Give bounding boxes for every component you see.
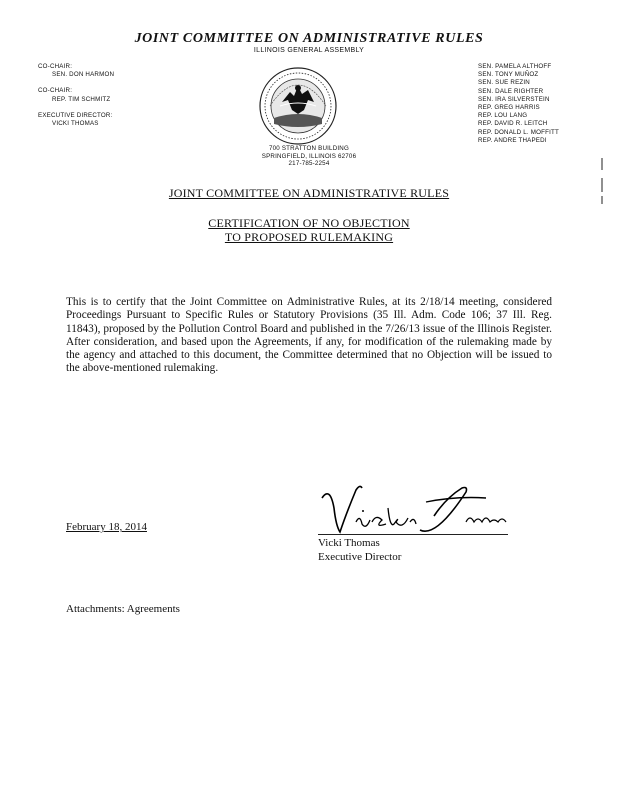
certification-date: February 18, 2014: [66, 521, 147, 533]
address-line: 217-785-2254: [288, 160, 330, 168]
officer-name: VICKI THOMAS: [52, 120, 99, 128]
certification-title-line2: TO PROPOSED RULEMAKING: [224, 230, 394, 244]
signer-title: Executive Director: [318, 551, 402, 563]
address-line: SPRINGFIELD, ILLINOIS 62706: [261, 152, 357, 160]
document-heading: JOINT COMMITTEE ON ADMINISTRATIVE RULES: [168, 186, 450, 200]
member-name: SEN. SUE REZIN: [478, 79, 530, 87]
officer-role: EXECUTIVE DIRECTOR:: [38, 111, 113, 119]
address-line: 700 STRATTON BUILDING: [269, 145, 349, 152]
officer-name: SEN. DON HARMON: [52, 71, 115, 79]
member-name: REP. DAVID R. LEITCH: [478, 120, 548, 128]
officer-name: REP. TIM SCHMITZ: [52, 95, 111, 103]
member-name: SEN. IRA SILVERSTEIN: [478, 95, 550, 103]
member-name: SEN. DALE RIGHTER: [478, 87, 544, 95]
illinois-state-seal-icon: [258, 66, 338, 146]
letterhead-officers: [38, 63, 114, 128]
letterhead-title: JOINT COMMITTEE ON ADMINISTRATIVE RULES: [134, 31, 484, 46]
letterhead-address: [0, 145, 618, 168]
member-name: REP. GREG HARRIS: [478, 104, 540, 112]
signer-name: Vicki Thomas: [318, 537, 380, 549]
certification-title-line1: CERTIFICATION OF NO OBJECTION: [208, 216, 410, 230]
member-name: REP. ANDRE THAPEDI: [478, 136, 547, 144]
committee-members: [478, 63, 559, 145]
member-name: SEN. PAMELA ALTHOFF: [478, 63, 552, 70]
signer-block: [318, 536, 401, 564]
letterhead-subtitle: ILLINOIS GENERAL ASSEMBLY: [253, 47, 365, 54]
member-name: REP. DONALD L. MOFFITT: [478, 128, 559, 136]
handwritten-signature: [316, 478, 516, 540]
member-name: SEN. TONY MUÑOZ: [478, 71, 539, 79]
attachments-note: Attachments: Agreements: [66, 603, 180, 615]
officer-role: CO-CHAIR:: [38, 87, 73, 95]
certification-title: [0, 216, 618, 244]
certification-body: This is to certify that the Joint Committee on Administrative Rules, at its 2/18/14 meeting, considered Proceedings Pursuant to Specific Rules or Statutory Provisions (35 Ill. Adm. Code 106; 37 Ill. Reg. 11843), proposed by the Pollution Control Board and published in the 7/26/13 issue of the Illinois Register. After consideration, and based upon the Agreements, if any, for modification of the rulemaking made by the agency and attached to this document, the Committee determined that no Objection will be issued to the above-mentioned rulemaking.: [66, 296, 552, 375]
signature-line: [318, 534, 508, 535]
officer-role: CO-CHAIR:: [38, 63, 73, 70]
member-name: REP. LOU LANG: [478, 112, 528, 120]
